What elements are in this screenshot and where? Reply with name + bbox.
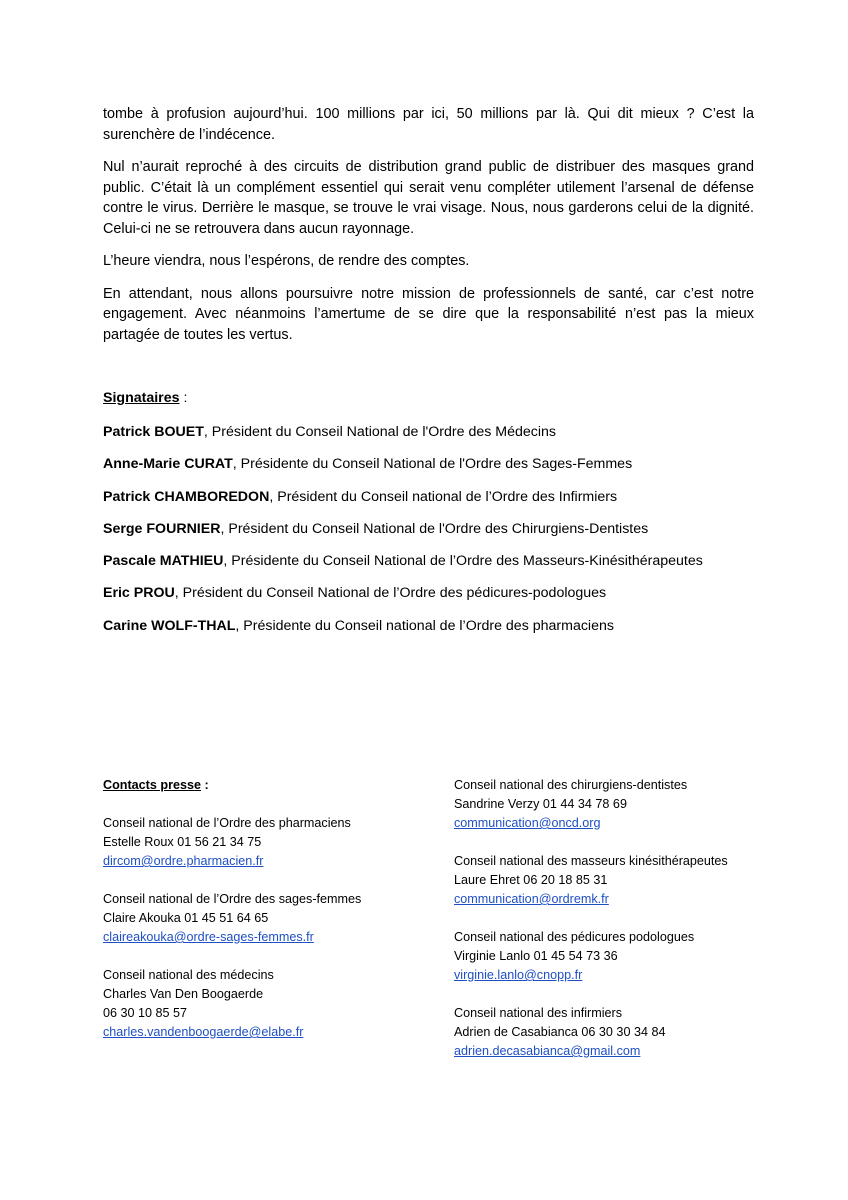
signatories-heading: [103, 388, 793, 408]
signatories-heading-label: Signataires: [103, 390, 180, 406]
signatory-name: Pascale MATHIEU: [103, 553, 224, 570]
contact-person: Sandrine Verzy 01 44 34 78 69: [454, 797, 627, 811]
contact-block: [454, 1004, 784, 1061]
signatory-title: , Présidente du Conseil National de l'Ordre des Sages-Femmes: [232, 456, 633, 473]
paragraph: tombe à profusion aujourd’hui. 100 millions par ici, 50 millions par là. Qui dit mieux ? C’est la surenchère de l’indécence.: [103, 106, 754, 143]
signatory-name: Carine WOLF-THAL: [103, 617, 236, 634]
paragraph: Nul n’aurait reproché à des circuits de distribution grand public de distribuer des masques grand public. C’était là un complément essentiel qui serait venu compléter utilement l’arsenal de défense contre le virus. Derrière le masque, se trouve le vrai visage. Nous, nous garderons celui de la dignité. Celui-ci ne se retrouvera dans aucun rayonnage.: [103, 159, 754, 237]
contact-person: Claire Akouka 01 45 51 64 65: [103, 911, 269, 925]
signatory-title: , Président du Conseil National de l'Ordre des Médecins: [203, 424, 556, 440]
contacts-right-column: [454, 776, 784, 1080]
signatory-name: Anne-Marie CURAT: [103, 456, 233, 473]
signatories-section: [103, 388, 793, 648]
contact-org: Conseil national des infirmiers: [454, 1006, 622, 1020]
contact-email-link[interactable]: communication@oncd.org: [454, 816, 601, 830]
contact-phone: 06 30 10 85 57: [103, 1006, 188, 1020]
body-text: [103, 104, 754, 357]
contacts-heading: [103, 776, 433, 795]
paragraph: En attendant, nous allons poursuivre notre mission de professionnels de santé, car c’est notre engagement. Avec néanmoins l’amertume de se dire que la responsabilité n’est pas la mieux partagée de toutes les vertus.: [103, 285, 754, 343]
signatory-title: , Président du Conseil National de l’Ordre des pédicures-podologues: [174, 585, 607, 602]
contacts-heading-label: Contacts presse: [103, 778, 201, 792]
signatory-name: Serge FOURNIER: [103, 520, 221, 537]
contacts-heading-colon: :: [201, 778, 209, 792]
signatory: [103, 487, 793, 519]
contact-email-link[interactable]: claireakouka@ordre-sages-femmes.fr: [103, 930, 314, 944]
contacts-left-column: [103, 776, 433, 1061]
signatory-title: , Présidente du Conseil national de l’Ordre des pharmaciens: [235, 617, 614, 634]
contact-block: [103, 814, 433, 871]
contact-email-link[interactable]: charles.vandenboogaerde@elabe.fr: [103, 1025, 304, 1039]
signatory-name: Patrick CHAMBOREDON: [103, 488, 270, 505]
paragraph: L’heure viendra, nous l’espérons, de rendre des comptes.: [103, 253, 470, 269]
contact-block: [454, 928, 784, 985]
contact-org: Conseil national de l’Ordre des pharmaciens: [103, 816, 351, 830]
signatory-name: Patrick BOUET: [103, 424, 204, 440]
contact-email-link[interactable]: dircom@ordre.pharmacien.fr: [103, 854, 264, 868]
contact-email-link[interactable]: virginie.lanlo@cnopp.fr: [454, 968, 583, 982]
contact-email-link[interactable]: communication@ordremk.fr: [454, 892, 609, 906]
contact-block: [103, 890, 433, 947]
signatory-title: , Président du Conseil National de l'Ordre des Chirurgiens-Dentistes: [220, 520, 649, 537]
contact-person: Adrien de Casabianca 06 30 30 34 84: [454, 1025, 666, 1039]
contact-person: Laure Ehret 06 20 18 85 31: [454, 873, 608, 887]
contact-org: Conseil national des chirurgiens-dentistes: [454, 778, 688, 792]
signatories-heading-colon: :: [179, 390, 188, 406]
signatory-name: Eric PROU: [103, 585, 175, 602]
signatory: [103, 551, 793, 583]
signatory: [103, 583, 793, 615]
contact-block: [454, 852, 784, 909]
contact-org: Conseil national des médecins: [103, 968, 274, 982]
signatory: [103, 519, 793, 551]
contact-person: Virginie Lanlo 01 45 54 73 36: [454, 949, 618, 963]
contact-person: Estelle Roux 01 56 21 34 75: [103, 835, 262, 849]
signatory: [103, 616, 793, 648]
contact-org: Conseil national de l’Ordre des sages-femmes: [103, 892, 362, 906]
signatory-title: , Président du Conseil national de l’Ordre des Infirmiers: [269, 488, 618, 505]
contact-email-link[interactable]: adrien.decasabianca@gmail.com: [454, 1044, 641, 1058]
signatory: [103, 454, 793, 486]
signatory-title: , Présidente du Conseil National de l’Ordre des Masseurs-Kinésithérapeutes: [223, 553, 703, 570]
contact-block: [103, 966, 433, 1042]
contact-block: [454, 776, 784, 833]
contact-person: Charles Van Den Boogaerde: [103, 987, 264, 1001]
contact-org: Conseil national des masseurs kinésithérapeutes: [454, 854, 728, 868]
contact-org: Conseil national des pédicures podologues: [454, 930, 695, 944]
signatory: [103, 422, 793, 454]
